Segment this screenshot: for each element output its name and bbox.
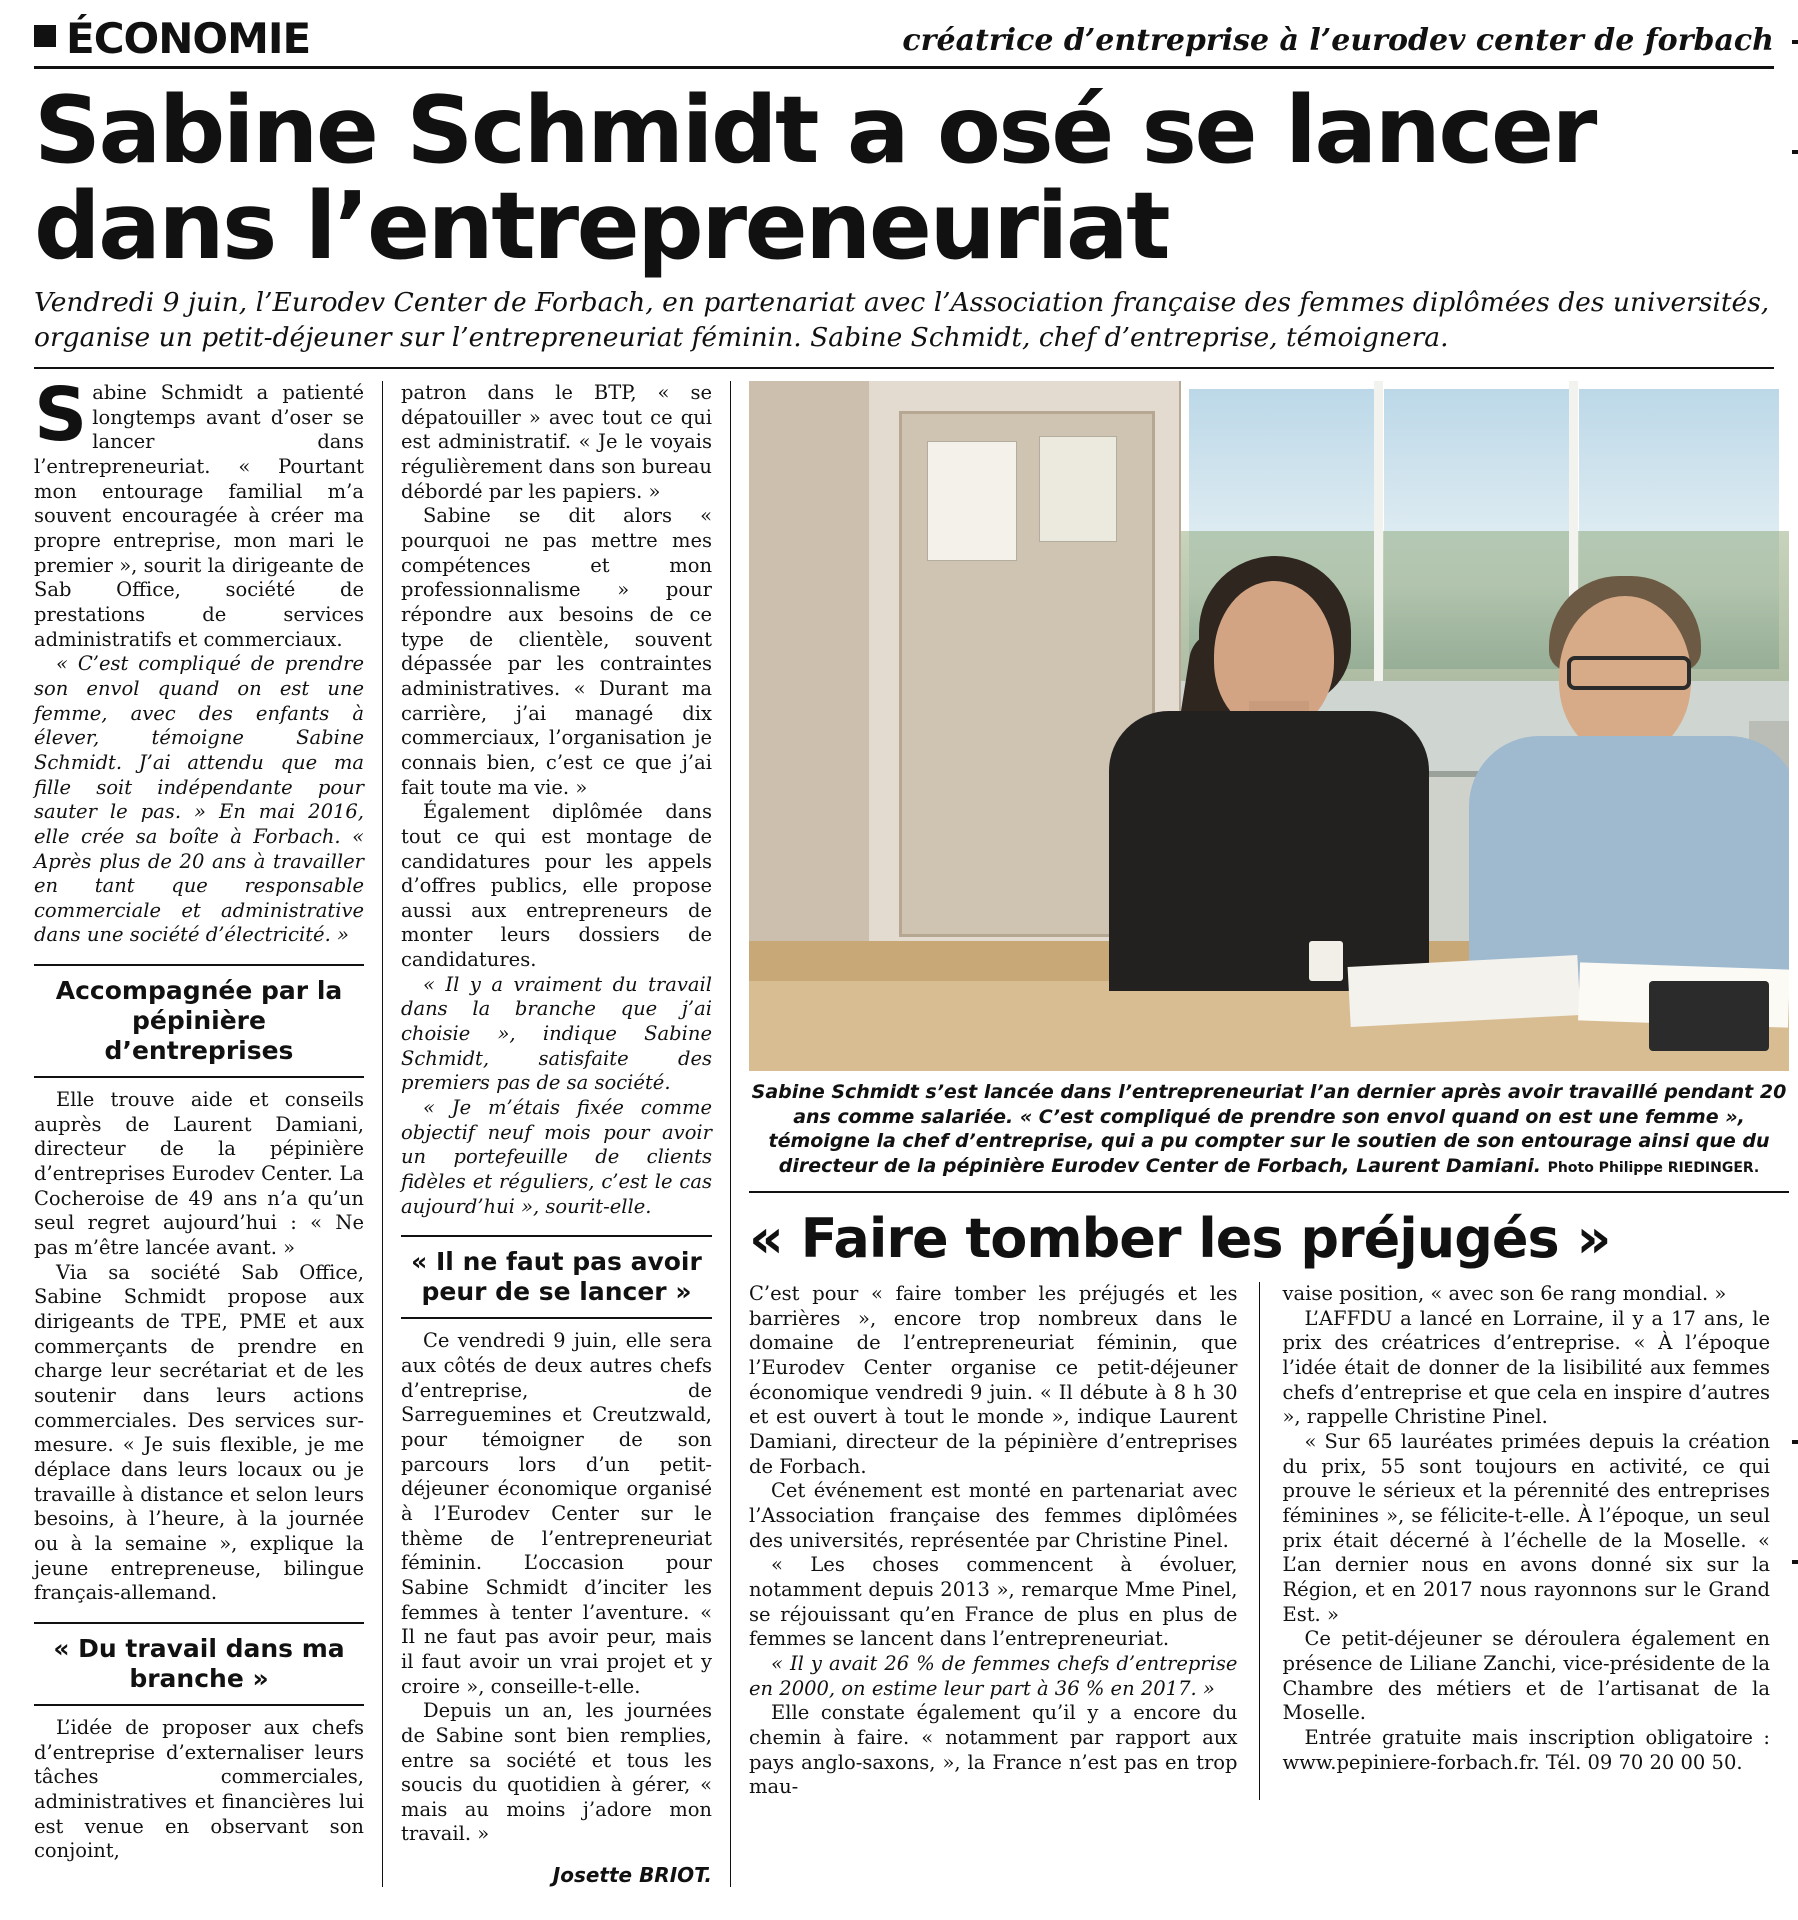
secondary-column-left <box>749 1282 1259 1800</box>
square-bullet-icon <box>34 25 56 47</box>
paragraph <box>34 372 364 652</box>
page-edge-rules <box>1792 0 1798 1920</box>
paragraph: Ce petit-déjeuner se déroulera également en présence de Liliane Zanchi, vice-présidente de la Chambre des métiers et de l’artisanat de la Moselle. <box>1282 1627 1770 1725</box>
paragraph: L’AFFDU a lancé en Lorraine, il y a 17 ans, le prix des créatrices d’entreprise. « À l’époque l’idée était de donner de la lisibilité aux femmes chefs d’entreprise et que cela en inspire d’autres », rappelle Christine Pinel. <box>1282 1306 1770 1429</box>
paragraph-text: abine Schmidt a patienté longtemps avant d’oser se lancer dans l’entrepreneuriat. « Pourtant mon entourage familial m’a souvent encouragée à créer ma propre entreprise, mon mari le premier », sourit la dirigeante de Sab Office, société de prestations de services administratifs et commerciaux. <box>34 381 364 651</box>
subheading: Accompagnée par la pépinière d’entreprises <box>34 964 364 1078</box>
drop-cap: S <box>34 372 88 459</box>
secondary-title: « Faire tomber les préjugés » <box>749 1206 1611 1270</box>
paragraph: patron dans le BTP, « se dépatouiller » avec tout ce qui est administratif. « Je le voyais régulièrement dans son bureau débordé par les papiers. » <box>401 381 712 503</box>
paragraph: « Sur 65 lauréates primées depuis la création du prix, 55 sont toujours en activité, ce qui prouve le sérieux et la pérennité des entreprises féminines », se félicite-t-elle. À l’époque, un seul prix était décerné à l’échelle de la Moselle. « L’an dernier nous en avons donné six sur la Région, et en 2017 nous rayonnons sur le Grand Est. » <box>1282 1430 1770 1626</box>
paragraph: Sabine se dit alors « pourquoi ne pas mettre mes compétences et mon professionnalisme » pour répondre aux besoins de ce type de clientèle, souvent dépassée par les contraintes administratives. « Durant ma carrière, j’ai managé dix commerciaux, l’organisation je connais bien, c’est ce que j’ai fait toute ma vie. » <box>401 504 712 799</box>
paragraph: Elle constate également qu’il y a encore du chemin à faire. « notamment par rapport aux pays anglo-saxons, », la France n’est pas en trop mau- <box>749 1701 1238 1799</box>
section-kicker <box>34 14 311 63</box>
page-title: Sabine Schmidt a osé se lancer dans l’entrepreneuriat <box>34 76 1595 280</box>
article-columns <box>34 372 1787 1888</box>
subheading: « Il ne faut pas avoir peur de se lancer » <box>401 1235 712 1319</box>
paragraph: vaise position, « avec son 6e rang mondial. » <box>1282 1282 1727 1306</box>
paragraph: Depuis un an, les journées de Sabine sont bien remplies, entre sa société et tous les soucis du quotidien à gérer, « mais au moins j’adore mon travail. » <box>401 1699 712 1846</box>
standfirst: Vendredi 9 juin, l’Eurodev Center de Forbach, en partenariat avec l’Association française des femmes diplômées des universités, organise un petit-déjeuner sur l’entrepreneuriat féminin. Sabine Schmidt, chef d’entreprise, témoignera. <box>34 285 1774 369</box>
paragraph: Via sa société Sab Office, Sabine Schmidt propose aux dirigeants de TPE, PME et aux commerçants de prendre en charge leur secrétariat et de les soutenir dans leurs actions commerciales. Des services sur-mesure. « Je suis flexible, je me déplace dans leurs locaux ou je travaille à distance et selon leurs besoins, à l’heure, à la journée ou à la semaine », explique la jeune entrepreneuse, bilingue français-allemand. <box>34 1260 364 1605</box>
paragraph: L’idée de proposer aux chefs d’entreprise d’externaliser leurs tâches commerciales, administratives et financières lui est venue en observant son conjoint, <box>34 1715 364 1863</box>
photo-block <box>749 381 1789 1193</box>
paragraph: « Les choses commencent à évoluer, notamment depuis 2013 », remarque Mme Pinel, se réjouissant qu’en France de plus en plus de femmes se lancent dans l’entrepreneuriat. <box>749 1553 1238 1651</box>
byline: Josette BRIOT. <box>552 1863 712 1888</box>
column-2 <box>382 381 730 1887</box>
section-header <box>34 14 1774 69</box>
subheading: « Du travail dans ma branche » <box>34 1622 364 1706</box>
paragraph: Elle trouve aide et conseils auprès de Laurent Damiani, directeur de la pépinière d’entreprises Eurodev Center. La Cocheroise de 49 ans n’a qu’un seul regret aujourd’hui : « Ne pas m’être lancée avant. » <box>34 1088 364 1260</box>
photo-credit: Photo Philippe RIEDINGER. <box>1547 1160 1760 1177</box>
paragraph: Cet événement est monté en partenariat avec l’Association française des femmes diplômées des universités, représentée par Christine Pinel. <box>749 1479 1238 1552</box>
article-photo <box>749 381 1789 1071</box>
paragraph: C’est pour « faire tomber les préjugés et les barrières », encore trop nombreux dans le domaine de l’entrepreneuriat féminin, que l’Eurodev Center organise ce petit-déjeuner économique vendredi 9 juin. « Il débute à 8 h 30 et est ouvert à tout le monde », indique Laurent Damiani, directeur de la pépinière d’entreprises de Forbach. <box>749 1282 1238 1478</box>
paragraph: Entrée gratuite mais inscription obligatoire : www.pepiniere-forbach.fr. Tél. 09 70 20 00 50. <box>1282 1725 1770 1774</box>
secondary-columns <box>749 1282 1770 1800</box>
paragraph: Ce vendredi 9 juin, elle sera aux côtés de deux autres chefs d’entreprise, de Sarreguemines et Creutzwald, pour témoigner de son parcours lors d’un petit-déjeuner économique organisé à l’Eurodev Center sur le thème de l’entrepreneuriat féminin. L’occasion pour Sabine Schmidt d’inciter les femmes à tenter l’aventure. « Il ne faut pas avoir peur, mais il faut avoir un vrai projet et y croire », conseille-t-elle. <box>401 1329 712 1698</box>
column-1 <box>34 372 382 1887</box>
caption-text: Sabine Schmidt s’est lancée dans l’entrepreneuriat l’an dernier après avoir travaillé pendant 20 ans comme salariée. « C’est compliqué de prendre son envol quand on est une femme », témoigne la chef d’entreprise, qui a pu compter sur le soutien de son entourage ainsi que du directeur de la pépinière Eurodev Center de Forbach, Laurent Damiani. <box>751 1081 1787 1178</box>
section-name: ÉCONOMIE <box>66 14 311 63</box>
column-3 <box>730 381 1787 1887</box>
paragraph: « C’est compliqué de prendre son envol quand on est une femme, avec des enfants à élever, témoigne Sabine Schmidt. J’ai attendu que ma fille soit indépendante pour sauter le pas. » En mai 2016, elle crée sa boîte à Forbach. « Après plus de 20 ans à travailler en tant que responsable commerciale et administrative dans une société d’électricité. » <box>34 652 364 947</box>
photo-caption <box>749 1080 1789 1193</box>
paragraph: « Il y a vraiment du travail dans la branche que j’ai choisie », indique Sabine Schmidt, satisfaite des premiers pas de sa société. <box>401 972 712 1095</box>
overline-text: créatrice d’entreprise à l’eurodev center de forbach <box>902 23 1774 58</box>
paragraph: Également diplômée dans tout ce qui est montage de candidatures pour les appels d’offres publics, elle propose aussi aux entrepreneurs de monter leurs dossiers de candidatures. <box>401 800 712 972</box>
paragraph: « Il y avait 26 % de femmes chefs d’entreprise en 2000, on estime leur part à 36 % en 2017. » <box>749 1652 1238 1700</box>
paragraph: « Je m’étais fixée comme objectif neuf mois pour avoir un portefeuille de clients fidèles et réguliers, c’est le cas aujourd’hui », sourit-elle. <box>401 1096 712 1218</box>
secondary-column-right <box>1259 1282 1770 1800</box>
